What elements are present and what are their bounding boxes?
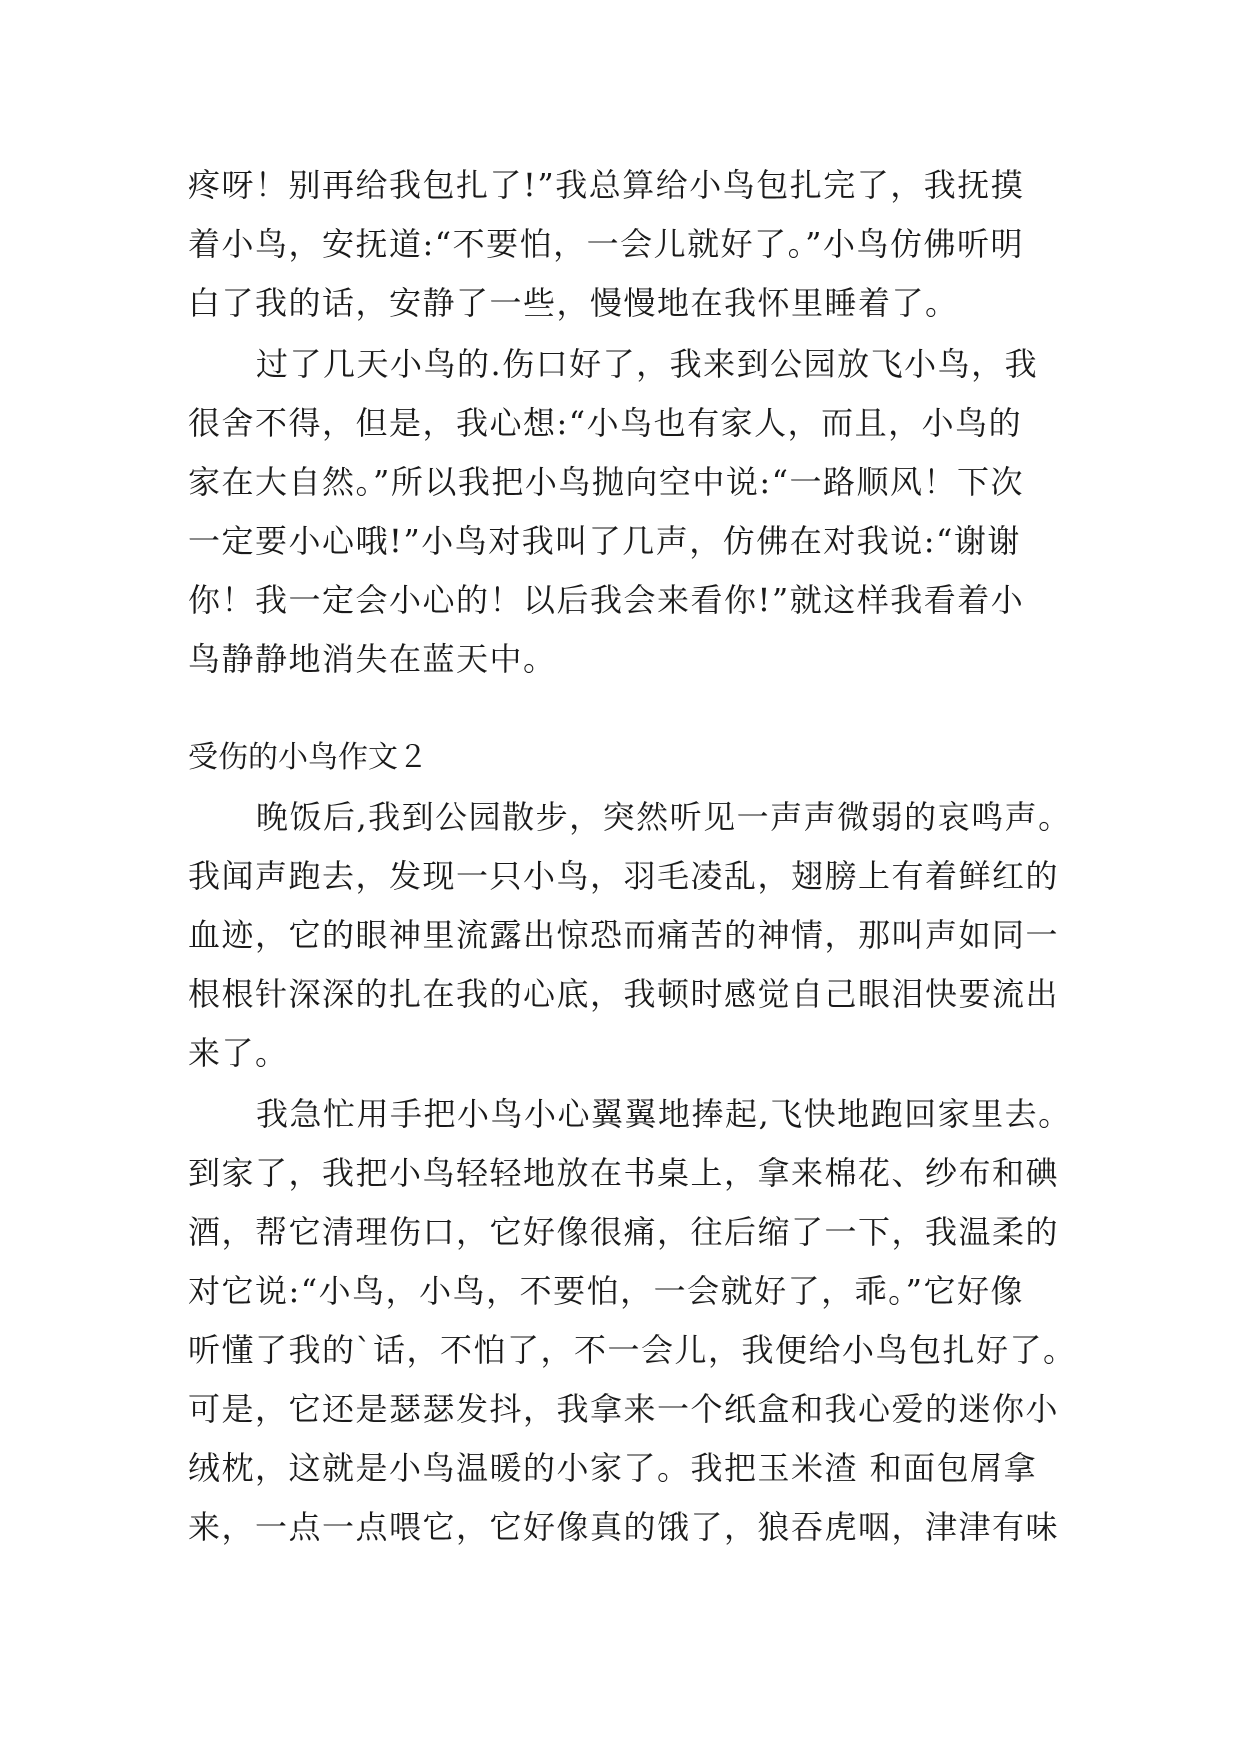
text-line: 根根针深深的扎在我的心底，我顿时感觉自己眼泪快要流出 (188, 975, 1060, 1013)
text-line: 晚饭后,我到公园散步，突然听见一声声微弱的哀鸣声。 (256, 798, 1072, 836)
text-line: 着小鸟，安抚道:“不要怕，一会儿就好了。”小鸟仿佛听明 (188, 225, 1025, 263)
text-line: 来，一点一点喂它，它好像真的饿了，狼吞虎咽，津津有味 (188, 1508, 1060, 1546)
text-line: 到家了，我把小鸟轻轻地放在书桌上，拿来棉花、纱布和碘 (188, 1154, 1060, 1192)
text-line: 家在大自然。”所以我把小鸟抛向空中说:“一路顺风！下次 (188, 463, 1025, 501)
section-title: 受伤的小鸟作文２ (188, 740, 428, 775)
text-line: 血迹，它的眼神里流露出惊恐而痛苦的神情，那叫声如同一 (188, 916, 1060, 954)
text-line: 绒枕，这就是小鸟温暖的小家了。我把玉米渣 和面包屑拿 (188, 1449, 1038, 1487)
text-line: 我闻声跑去，发现一只小鸟，羽毛凌乱，翅膀上有着鲜红的 (188, 857, 1060, 895)
text-line: 一定要小心哦!”小鸟对我叫了几声，仿佛在对我说:“谢谢 (188, 522, 1021, 560)
text-line: 我急忙用手把小鸟小心翼翼地捧起,飞快地跑回家里去。 (256, 1095, 1072, 1133)
text-line: 很舍不得，但是，我心想:“小鸟也有家人，而且，小鸟的 (188, 404, 1023, 442)
text-line: 疼呀！别再给我包扎了!”我总算给小鸟包扎完了，我抚摸 (188, 166, 1025, 204)
text-line: 鸟静静地消失在蓝天中。 (188, 640, 557, 678)
text-line: 酒，帮它清理伤口，它好像很痛，往后缩了一下，我温柔的 (188, 1213, 1060, 1251)
text-line: 你！我一定会小心的！以后我会来看你!”就这样我看着小 (188, 581, 1025, 619)
text-line: 听懂了我的`话，不怕了，不一会儿，我便给小鸟包扎好了。 (188, 1331, 1077, 1369)
text-line: 来了。 (188, 1034, 289, 1072)
text-line: 对它说:“小鸟，小鸟，不要怕，一会就好了，乖。”它好像 (188, 1272, 1025, 1310)
text-line: 可是，它还是瑟瑟发抖，我拿来一个纸盒和我心爱的迷你小 (188, 1390, 1060, 1428)
text-line: 白了我的话，安静了一些，慢慢地在我怀里睡着了。 (188, 284, 959, 322)
text-line: 过了几天小鸟的.伤口好了，我来到公园放飞小鸟，我 (256, 345, 1039, 383)
